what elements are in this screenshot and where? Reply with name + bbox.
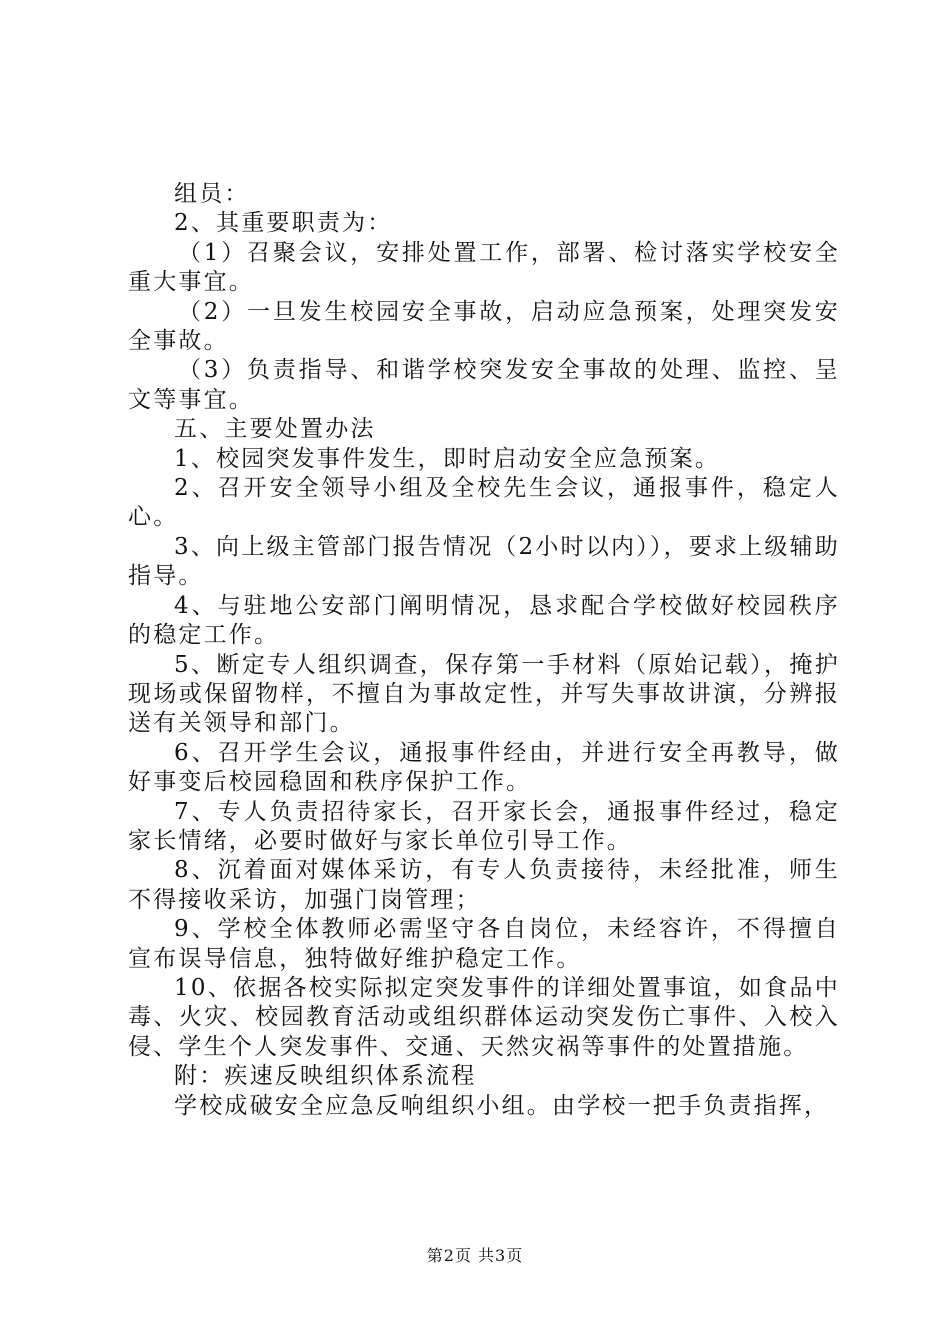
paragraph-duty-2: （2）一旦发生校园安全事故，启动应急预案，处理突发安全事故。 [128,298,840,355]
paragraph-measure-6: 6、召开学生会议，通报事件经由，并进行安全再教导，做好事变后校园稳固和秩序保护工作。 [128,739,840,796]
paragraph-measure-5: 5、断定专人组织调查，保存第一手材料（原始记载），掩护现场或保留物样，不擅自为事故定性，并写失事故讲演，分辨报送有关领导和部门。 [128,651,840,737]
section-heading-measures: 五、主要处置办法 [174,416,376,443]
paragraph-duties-heading: 2、其重要职责为： [174,210,393,237]
paragraph-duty-1: （1）召聚会议，安排处置工作，部署、检讨落实学校安全重大事宜。 [128,239,840,296]
paragraph-measure-1: 1、校园突发事件发生，即时启动安全应急预案。 [174,445,721,472]
paragraph-members: 组员： [174,181,250,207]
paragraph-duty-3: （3）负责指导、和谐学校突发安全事故的处理、监控、呈文等事宜。 [128,357,840,413]
paragraph-measure-9: 9、学校全体教师必需坚守各自岗位，未经容许，不得擅自宣布误导信息，独特做好维护稳定工作。 [128,916,840,972]
paragraph-measure-7: 7、专人负责招待家长，召开家长会，通报事件经过，稳定家长情绪，必要时做好与家长单位引导工作。 [128,798,840,854]
paragraph-measure-10: 10、依据各校实际拟定突发事件的详细处置事谊，如食品中毒、火灾、校园教育活动或组织群体运动突发伤亡事件、入校入侵、学生个人突发事件、交通、天然灾祸等事件的处置措施。 [128,974,840,1060]
paragraph-measure-8: 8、沉着面对媒体采访，有专人负责接待，未经批准，师生不得接收采访，加强门岗管理； [128,857,840,913]
paragraph-measure-4: 4、与驻地公安部门阐明情况，恳求配合学校做好校园秩序的稳定工作。 [128,592,840,649]
paragraph-measure-2: 2、召开安全领导小组及全校先生会议，通报事件，稳定人心。 [128,475,840,531]
paragraph-measure-3: 3、向上级主管部门报告情况（2小时以内）），要求上级辅助指导。 [128,533,840,590]
document-body [128,180,840,1121]
page-number-footer: 第2页 共3页 [426,1246,524,1265]
paragraph-appendix-body: 学校成破安全应急反响组织小组。由学校一把手负责指挥， [174,1092,830,1119]
paragraph-appendix-title: 附：疾速反映组织体系流程 [174,1063,477,1090]
